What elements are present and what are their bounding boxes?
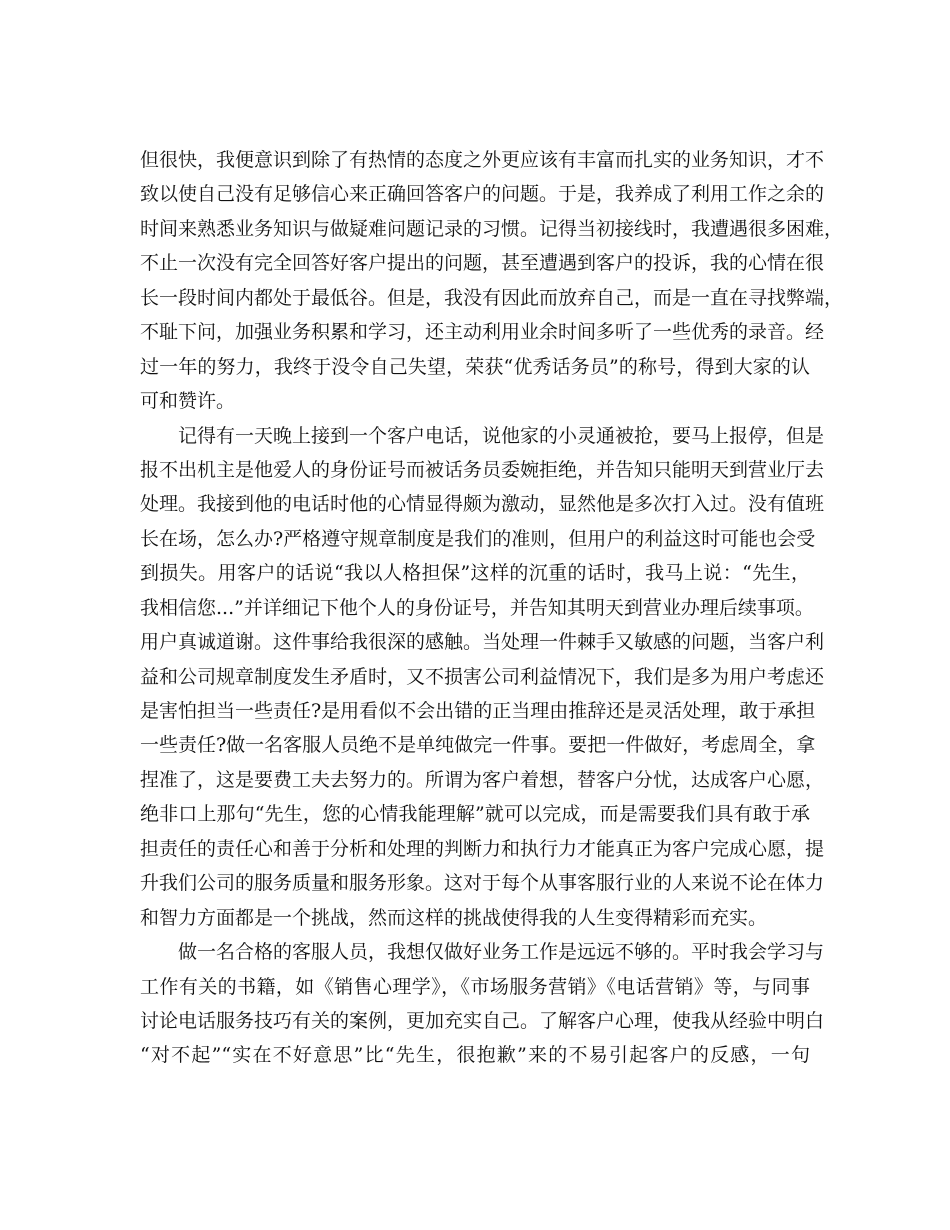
text-line: 做一名合格的客服人员，我想仅做好业务工作是远远不够的。平时我会学习与 <box>178 941 825 964</box>
text-line: 升我们公司的服务质量和服务形象。这对于每个从事客服行业的人来说不论在体力 <box>140 872 825 895</box>
text-line: 不止一次没有完全回答好客户提出的问题，甚至遭遇到客户的投诉，我的心情在很 <box>140 252 825 275</box>
text-line: 讨论电话服务技巧有关的案例，更加充实自己。了解客户心理，使我从经验中明白 <box>140 1009 825 1032</box>
paragraph-2 <box>140 419 825 936</box>
text-line: 处理。我接到他的电话时他的心情显得颇为激动，显然他是多次打入过。没有值班 <box>140 493 825 516</box>
text-line: 但很快，我便意识到除了有热情的态度之外更应该有丰富而扎实的业务知识，才不 <box>140 149 825 171</box>
paragraph-1 <box>140 143 844 419</box>
text-line: 一些责任?做一名客服人员绝不是单纯做完一件事。要把一件做好，考虑周全，拿 <box>140 734 816 757</box>
text-line: 担责任的责任心和善于分析和处理的判断力和执行力才能真正为客户完成心愿，提 <box>140 837 825 860</box>
text-line: 和智力方面都是一个挑战，然而这样的挑战使得我的人生变得精彩而充实。 <box>140 906 768 929</box>
text-line: 是害怕担当一些责任?是用看似不会出错的正当理由推辞还是灵活处理，敢于承担 <box>140 700 816 722</box>
text-line: 工作有关的书籍，如《销售心理学》，《市场服务营销》《电话营销》等，与同事 <box>140 975 810 998</box>
text-line: 时间来熟悉业务知识与做疑难问题记录的习惯。记得当初接线时，我遭遇很多困难， <box>140 217 844 240</box>
text-line: 捏准了，这是要费工夫去努力的。所谓为客户着想，替客户分忧，达成客户心愿， <box>140 768 825 791</box>
text-line: “对不起”“实在不好意思”比“先生，很抱歉”来的不易引起客户的反感，一句 <box>140 1044 810 1067</box>
text-line: 绝非口上那句“先生，您的心情我能理解”就可以完成，而是需要我们具有敢于承 <box>140 803 810 826</box>
text-line: 用户真诚道谢。这件事给我很深的感触。当处理一件棘手又敏感的问题，当客户利 <box>140 631 825 654</box>
text-line: 长一段时间内都处于最低谷。但是，我没有因此而放弃自己，而是一直在寻找弊端， <box>140 286 844 309</box>
text-line: 记得有一天晚上接到一个客户电话，说他家的小灵通被抢，要马上报停，但是 <box>178 424 825 447</box>
text-line: 过一年的努力，我终于没令自己失望，荣获“优秀话务员”的称号，得到大家的认 <box>140 355 810 378</box>
text-line: 致以使自己没有足够信心来正确回答客户的问题。于是，我养成了利用工作之余的 <box>140 183 825 206</box>
paragraph-3 <box>140 935 825 1073</box>
document-body <box>140 143 844 1073</box>
text-line: 长在场，怎么办?严格遵守规章制度是我们的准则，但用户的利益这时可能也会受 <box>140 527 816 550</box>
text-line: 报不出机主是他爱人的身份证号而被话务员委婉拒绝，并告知只能明天到营业厅去 <box>140 458 825 481</box>
text-line: 我相信您...”并详细记下他个人的身份证号，并告知其明天到营业办理后续事项。 <box>140 596 814 619</box>
text-line: 可和赞许。 <box>140 390 236 413</box>
text-line: 益和公司规章制度发生矛盾时，又不损害公司利益情况下，我们是多为用户考虑还 <box>140 665 825 688</box>
text-line: 不耻下问，加强业务积累和学习，还主动利用业余时间多听了一些优秀的录音。经 <box>140 321 825 344</box>
text-line: 到损失。用客户的话说“我以人格担保”这样的沉重的话时，我马上说：“先生， <box>140 562 810 585</box>
